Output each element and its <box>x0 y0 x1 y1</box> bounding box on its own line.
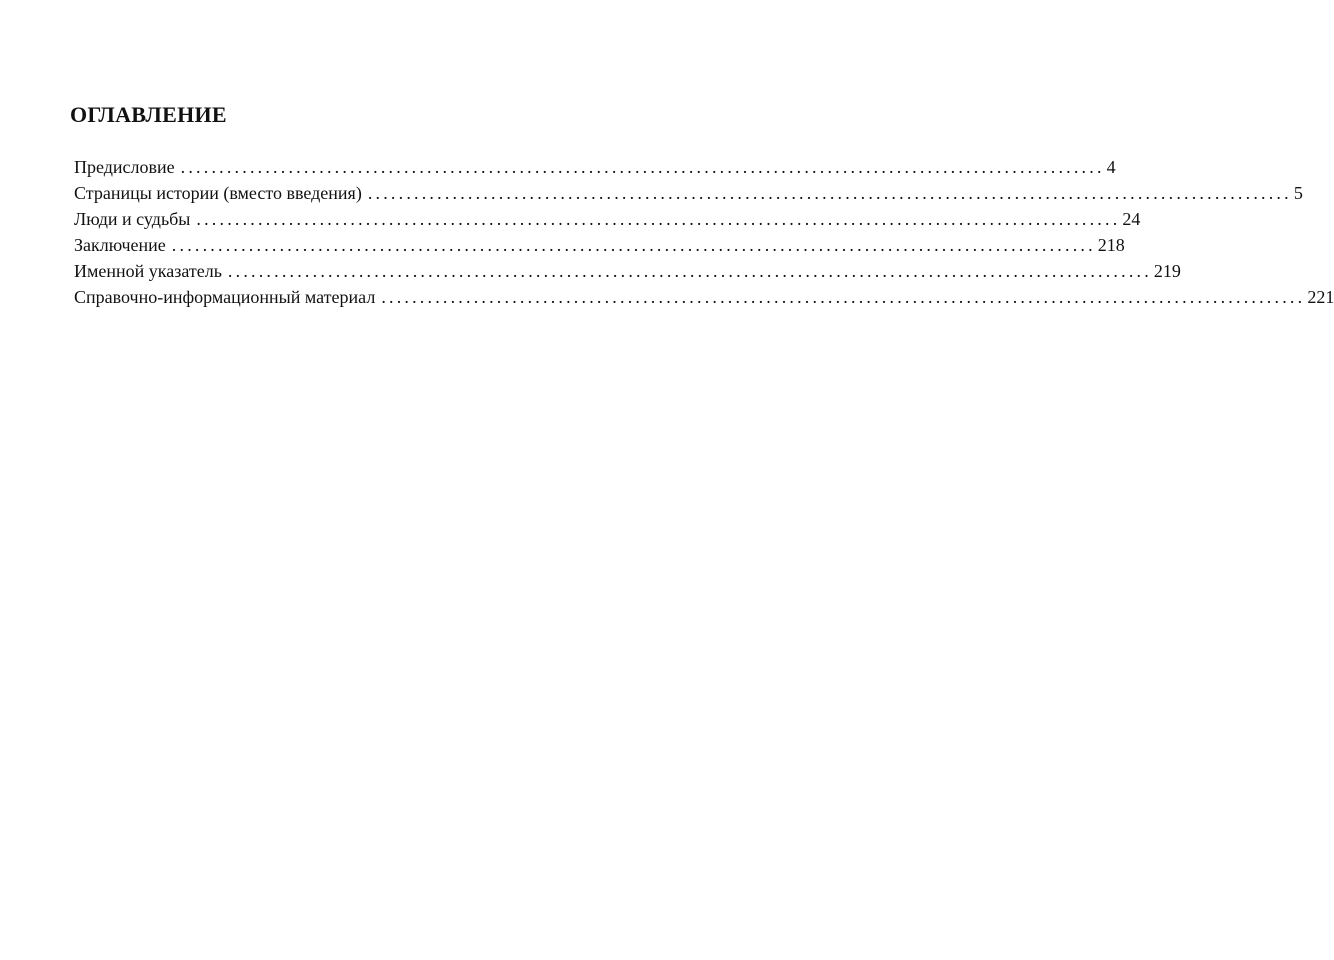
toc-entry-name-index <box>74 258 1181 284</box>
toc-entry-preface <box>74 154 1116 180</box>
toc-entry-page-number: 221 <box>1307 287 1334 307</box>
toc-entry-title: Предисловие <box>74 157 175 177</box>
toc-list <box>74 154 1334 310</box>
toc-entry-title: Заключение <box>74 235 166 255</box>
dot-leader: ........................................................................................................................ <box>381 287 1306 307</box>
toc-entry-page-number: 4 <box>1106 157 1116 177</box>
dot-leader: ........................................................................................................................ <box>171 235 1096 255</box>
toc-entry-page-number: 218 <box>1097 235 1125 255</box>
dot-leader: ........................................................................................................................ <box>196 209 1121 229</box>
toc-entry-page-number: 219 <box>1153 261 1181 281</box>
toc-entry-page-number: 5 <box>1293 183 1303 203</box>
toc-entry-title: Страницы истории (вместо введения) <box>74 183 362 203</box>
dot-leader: ........................................................................................................................ <box>367 183 1292 203</box>
dot-leader: ........................................................................................................................ <box>227 261 1152 281</box>
toc-entry-page-number: 24 <box>1122 209 1141 229</box>
toc-heading: ОГЛАВЛЕНИЕ <box>70 102 227 127</box>
toc-entry-reference-material <box>74 284 1334 310</box>
toc-entry-people-and-fates <box>74 206 1141 232</box>
toc-entry-history-pages <box>74 180 1303 206</box>
dot-leader: ........................................................................................................................ <box>180 157 1105 177</box>
toc-entry-title: Именной указатель <box>74 261 222 281</box>
toc-entry-title: Люди и судьбы <box>74 209 191 229</box>
toc-entry-title: Справочно-информационный материал <box>74 287 376 307</box>
toc-entry-conclusion <box>74 232 1125 258</box>
